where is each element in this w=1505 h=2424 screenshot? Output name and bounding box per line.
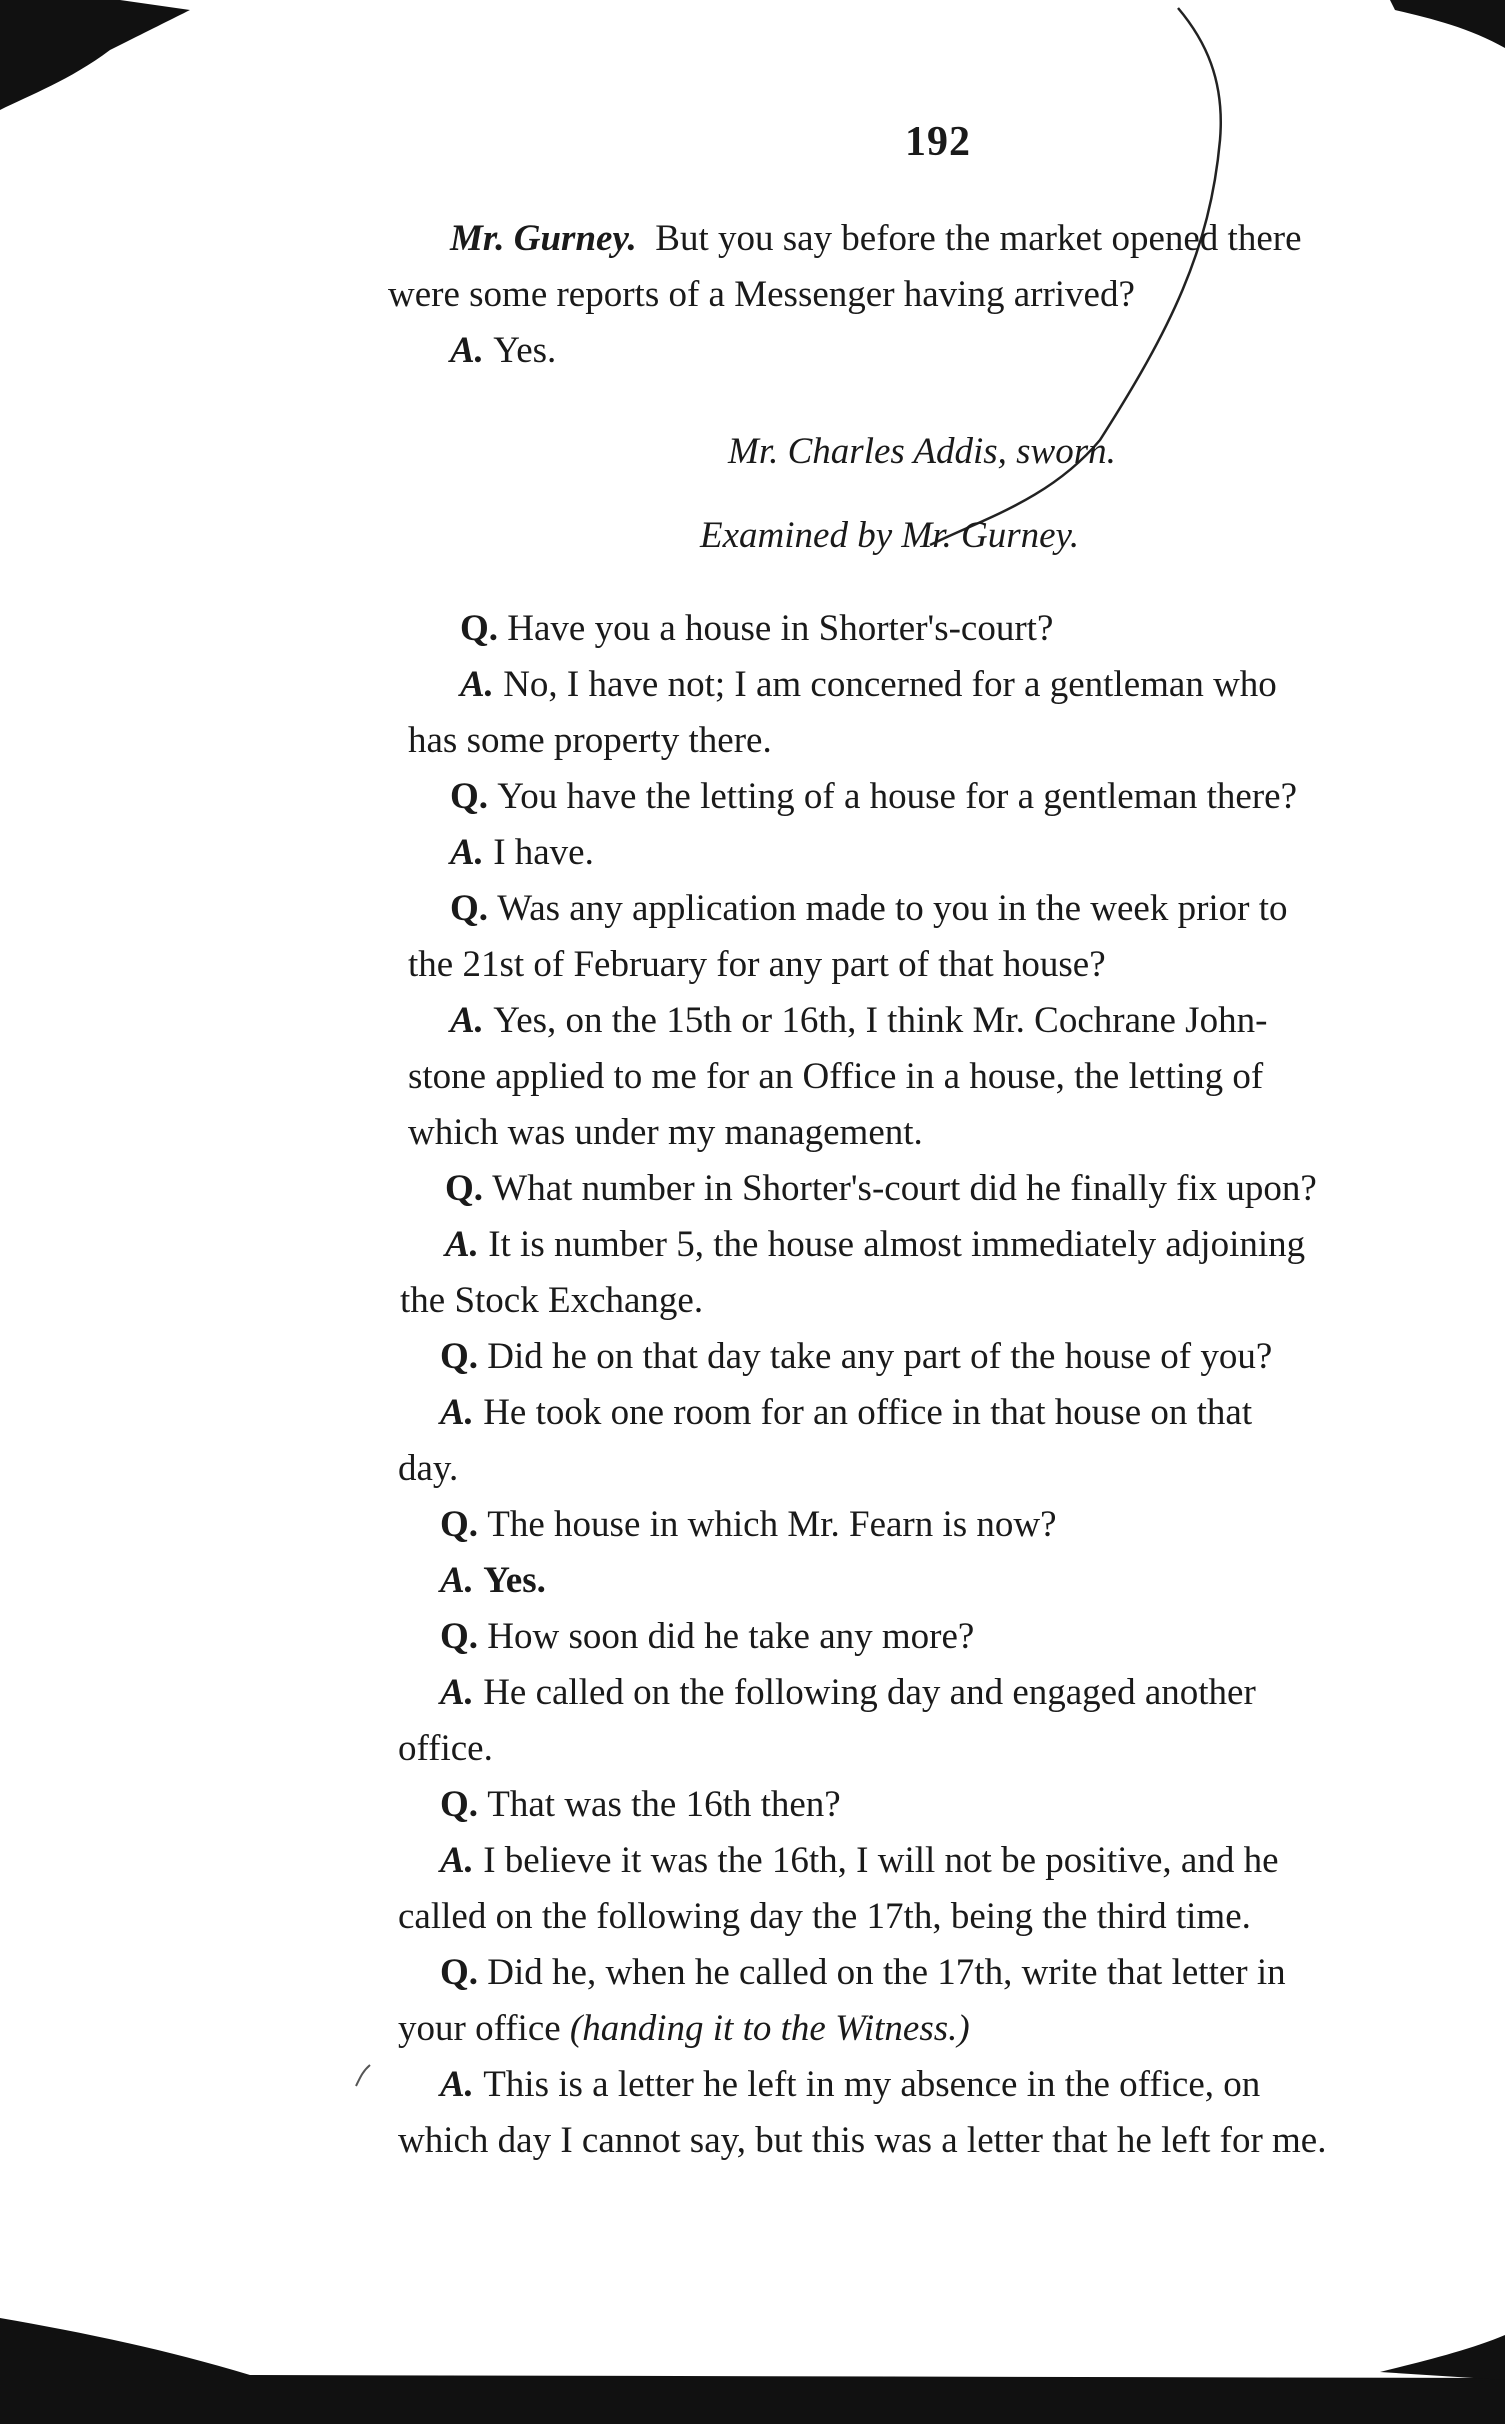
qa-label: A.	[440, 1392, 474, 1433]
qa-label: Q.	[450, 888, 489, 929]
qa-label: A.	[440, 1560, 474, 1601]
qa-text: Yes.	[483, 1560, 546, 1601]
qa-line	[398, 2122, 1326, 2159]
margin-mark	[356, 2065, 370, 2086]
qa-line	[445, 1226, 1305, 1263]
intro-answer	[450, 332, 556, 369]
qa-text: I have.	[493, 832, 594, 873]
page-number: 192	[905, 119, 971, 165]
qa-text: the 21st of February for any part of that house?	[408, 944, 1106, 985]
qa-line	[460, 610, 1053, 647]
qa-line	[398, 1730, 493, 1767]
qa-label: Q.	[440, 1336, 479, 1377]
qa-text: It is number 5, the house almost immediately adjoining	[488, 1224, 1306, 1265]
qa-text: What number in Shorter's-court did he finally fix upon?	[492, 1168, 1317, 1209]
qa-line	[440, 1842, 1279, 1879]
witness-sworn-heading: Mr. Charles Addis, sworn.	[728, 431, 1116, 472]
qa-text: office.	[398, 1728, 493, 1769]
bottom-edge-shadow	[0, 2318, 1505, 2424]
qa-line	[450, 834, 594, 871]
qa-line	[450, 1002, 1267, 1039]
qa-line	[400, 1282, 703, 1319]
qa-line	[408, 722, 772, 759]
qa-label: A.	[440, 1672, 474, 1713]
qa-label: A.	[445, 1224, 479, 1265]
intro-question-text-1: But you say before the market opened there	[655, 218, 1302, 259]
intro-question-line2	[388, 276, 1135, 313]
qa-label: Q.	[440, 1784, 479, 1825]
intro-speaker: Mr. Gurney.	[450, 218, 637, 259]
qa-label: Q.	[440, 1952, 479, 1993]
intro-answer-text: Yes.	[493, 330, 557, 371]
corner-smudge-top-right	[1390, 0, 1505, 48]
qa-line	[440, 1618, 974, 1655]
qa-line	[408, 1114, 923, 1151]
qa-label: A.	[450, 832, 484, 873]
qa-text: I believe it was the 16th, I will not be positive, and he	[483, 1840, 1279, 1881]
qa-text: called on the following day the 17th, being the third time.	[398, 1896, 1251, 1937]
qa-text: How soon did he take any more?	[487, 1616, 975, 1657]
qa-label: Q.	[440, 1504, 479, 1545]
qa-line	[398, 2010, 970, 2047]
qa-text: which was under my management.	[408, 1112, 923, 1153]
intro-answer-label: A.	[450, 330, 484, 371]
intro-question-line1	[450, 220, 1302, 257]
corner-smudge-top-left	[0, 0, 190, 110]
qa-label: Q.	[450, 776, 489, 817]
qa-text: has some property there.	[408, 720, 772, 761]
qa-line	[408, 1058, 1263, 1095]
qa-line	[445, 1170, 1317, 1207]
qa-line	[450, 890, 1288, 927]
qa-text: This is a letter he left in my absence in the office, on	[483, 2064, 1261, 2105]
qa-label: A.	[440, 1840, 474, 1881]
qa-text: Yes, on the 15th or 16th, I think Mr. Cochrane John-	[493, 1000, 1268, 1041]
examined-by-heading: Examined by Mr. Gurney.	[700, 515, 1080, 556]
qa-line	[450, 778, 1297, 815]
qa-text: the Stock Exchange.	[400, 1280, 704, 1321]
qa-line	[460, 666, 1277, 703]
qa-label: Q.	[445, 1168, 484, 1209]
qa-line	[440, 1394, 1252, 1431]
qa-label: A.	[450, 1000, 484, 1041]
qa-line	[440, 1674, 1256, 1711]
qa-line	[440, 1954, 1286, 1991]
qa-text: stone applied to me for an Office in a house, the letting of	[408, 1056, 1264, 1097]
qa-label: Q.	[440, 1616, 479, 1657]
qa-text: which day I cannot say, but this was a letter that he left for me.	[398, 2120, 1327, 2161]
qa-text: No, I have not; I am concerned for a gentleman who	[503, 664, 1277, 705]
qa-text: Was any application made to you in the week prior to	[497, 888, 1288, 929]
qa-line	[440, 1506, 1057, 1543]
intro-question-text-2: were some reports of a Messenger having arrived?	[388, 274, 1135, 315]
qa-line	[398, 1898, 1251, 1935]
qa-line	[440, 1562, 546, 1599]
qa-line	[440, 1338, 1272, 1375]
qa-line	[398, 1450, 458, 1487]
qa-line	[408, 946, 1106, 983]
qa-text: The house in which Mr. Fearn is now?	[487, 1504, 1057, 1545]
qa-text: Did he on that day take any part of the house of you?	[487, 1336, 1273, 1377]
qa-text: your office	[398, 2008, 561, 2049]
qa-italic-aside: (handing it to the Witness.)	[569, 2008, 970, 2049]
qa-label: A.	[440, 2064, 474, 2105]
qa-label: Q.	[460, 608, 499, 649]
qa-text: day.	[398, 1448, 459, 1489]
qa-text: He took one room for an office in that house on that	[483, 1392, 1253, 1433]
qa-text: You have the letting of a house for a gentleman there?	[497, 776, 1297, 817]
qa-text: He called on the following day and engaged another	[483, 1672, 1256, 1713]
qa-text: That was the 16th then?	[487, 1784, 841, 1825]
qa-text: Have you a house in Shorter's-court?	[507, 608, 1054, 649]
qa-line	[440, 2066, 1260, 2103]
qa-line	[440, 1786, 841, 1823]
bottom-right-smudge	[1380, 2335, 1505, 2380]
qa-text: Did he, when he called on the 17th, write that letter in	[487, 1952, 1286, 1993]
qa-label: A.	[460, 664, 494, 705]
